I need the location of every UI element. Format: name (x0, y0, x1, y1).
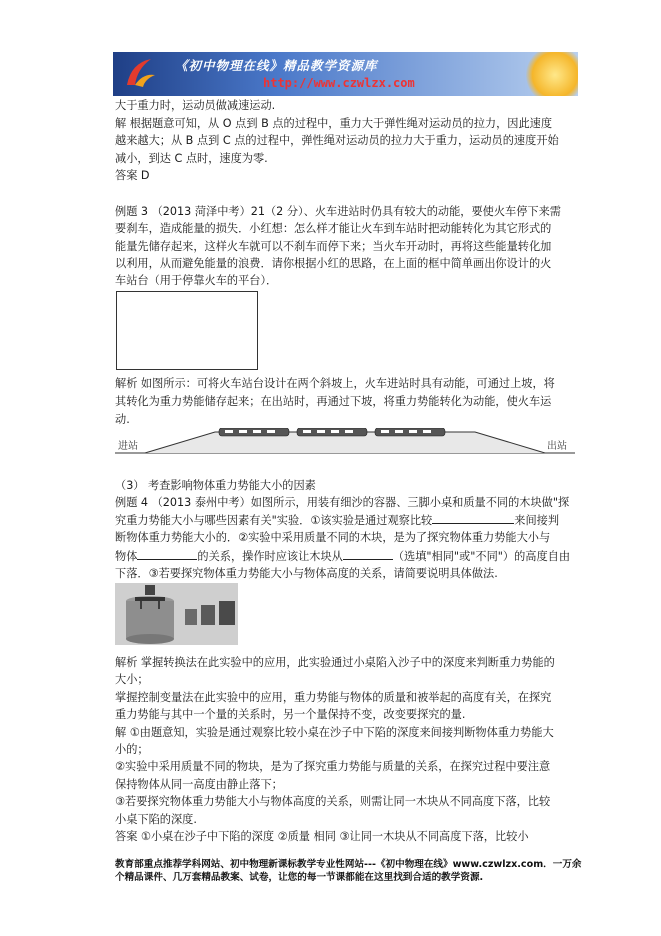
enter-label: 进站 (118, 441, 138, 452)
example-line: 究重力势能大小与哪些因素有关"实验．①该实验是通过观察比较 来间接判 (115, 514, 560, 527)
banner-url[interactable]: http://www.czwlzx.com (263, 76, 415, 90)
text-line: 解 根据题意可知，从 O 点到 B 点的过程中，重力大于弹性绳对运动员的拉力，因此速度 (115, 117, 553, 130)
text-line: 越来越大；从 B 点到 C 点的过程中，弹性绳对运动员的拉力大于重力，运动员的速度开始 (115, 134, 559, 147)
example-line: 物体 的关系，操作时应该让木块从 （选填"相同"或"不同"）的高度自由 (115, 550, 571, 563)
section-heading: （3） 考查影响物体重力势能大小的因素 (115, 479, 316, 492)
analysis-line: ③若要探究物体重力势能大小与物体高度的关系，则需让同一木块从不同高度下落，比较 (115, 795, 551, 808)
text-line: 车站台（用于停靠火车的平台）． (115, 274, 278, 287)
text-line: 减小，到达 C 点时，速度为零. (115, 152, 268, 165)
answer-line: 答案 ①小桌在沙子中下陷的深度 ②质量 相同 ③让同一木块从不同高度下落，比较小 (115, 830, 529, 843)
banner-title: 《初中物理在线》精品教学资源库 (175, 58, 378, 73)
text-line: 能量先储存起来，这样火车就可以不刹车而停下来；当火车开动时，再将这些能量转化加 (115, 240, 552, 253)
analysis-line: ②实验中采用质量不同的物块，是为了探究重力势能与质量的关系，在探究过程中要注意 (115, 760, 551, 773)
site-logo-icon (121, 55, 159, 93)
analysis-line: 大小； (115, 673, 149, 686)
analysis-line: 动. (115, 413, 130, 426)
header-banner (113, 52, 578, 96)
footer-line: 教育部重点推荐学科网站、初中物理新课标教学专业性网站---《初中物理在线》www.czwlzx.com．一万余 (115, 859, 582, 870)
text-line: 大于重力时，运动员做减速运动. (115, 99, 276, 112)
answer-line: 答案 D (115, 169, 150, 182)
example-line: 例题 4 （2013 泰州中考）如图所示，用装有细沙的容器、三脚小桌和质量不同的木块做"探 (115, 496, 570, 509)
analysis-line: 掌握控制变量法在此实验中的应用，重力势能与物体的质量和被举起的高度有关，在探究 (115, 691, 552, 704)
footer-line: 个精品课件、几万套精品教案、试卷，让您的每一节课都能在这里找到合适的教学资源. (115, 872, 484, 883)
train-station-diagram (115, 428, 575, 458)
analysis-line: 小的； (115, 743, 149, 756)
answer-blank[interactable] (137, 548, 197, 560)
answer-blank[interactable] (343, 548, 393, 560)
analysis-line: 解析 如图所示：可将火车站台设计在两个斜坡上，火车进站时具有动能，可通过上坡，将 (115, 377, 555, 390)
analysis-line: 其转化为重力势能储存起来；在出站时，再通过下坡，将重力势能转化为动能，使火车运 (115, 395, 552, 408)
example-line: 下落．③若要探究物体重力势能大小与物体高度的关系，请简要说明具体做法. (115, 567, 498, 580)
drawing-answer-box (116, 291, 258, 370)
analysis-line: 解析 掌握转换法在此实验中的应用，此实验通过小桌陷入沙子中的深度来判断重力势能的 (115, 656, 555, 669)
experiment-photo (115, 583, 238, 645)
text-line: 以利用，从而避免能量的浪费．请你根据小红的思路，在上面的框中简单画出你设计的火 (115, 257, 552, 270)
analysis-line: 保持物体从同一高度由静止落下； (115, 778, 283, 791)
answer-blank[interactable] (432, 512, 514, 524)
example-line: 断物体重力势能大小的．②实验中采用质量不同的木块，是为了探究物体重力势能大小与 (115, 531, 551, 544)
text-line: 例题 3 （2013 菏泽中考）21（2 分）、火车进站时仍具有较大的动能，要使火车停下来需 (115, 205, 561, 218)
text-line: 要刹车，造成能量的损失．小红想：怎么样才能让火车到车站时把动能转化为其它形式的 (115, 222, 552, 235)
exit-label: 出站 (547, 441, 567, 452)
analysis-line: 小桌下陷的深度. (115, 813, 197, 826)
sun-decoration (526, 52, 578, 96)
analysis-line: 解 ①由题意知，实验是通过观察比较小桌在沙子中下陷的深度来间接判断物体重力势能大 (115, 726, 554, 739)
analysis-line: 重力势能与其中一个量的关系时，另一个量保持不变，改变要探究的量. (115, 708, 466, 721)
